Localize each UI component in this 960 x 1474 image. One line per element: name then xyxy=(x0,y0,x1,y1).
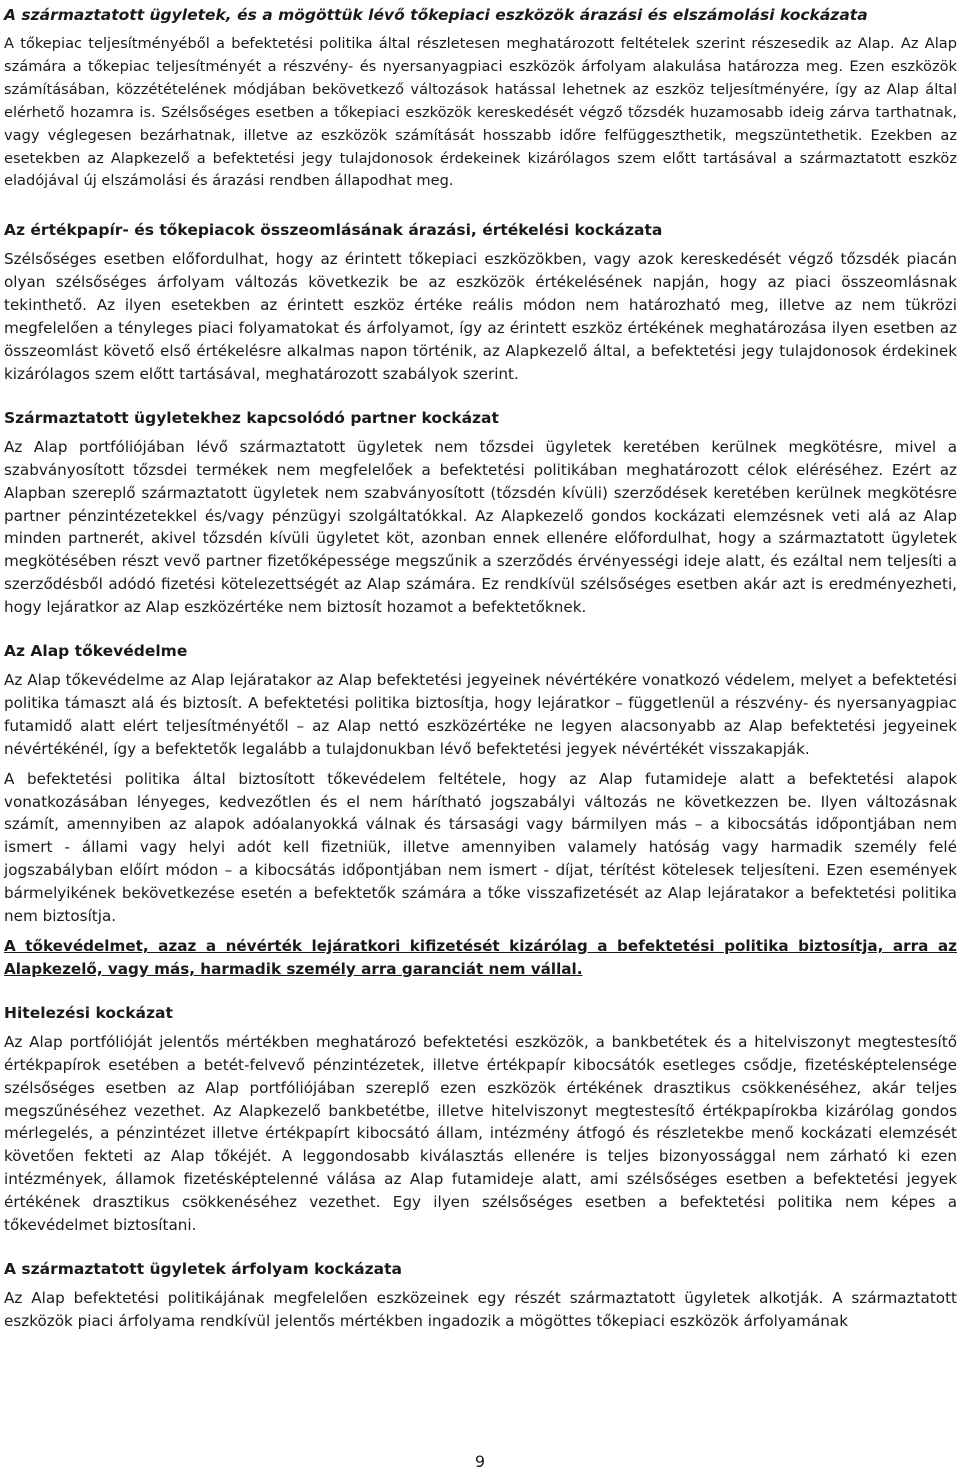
section-heading-capital-protection: Az Alap tőkevédelme xyxy=(4,642,188,661)
section-heading-derivatives-pricing: A származtatott ügyletek, és a mögöttük lévő tőkepiaci eszközök árazási és elszámolási kockázata xyxy=(4,6,868,24)
section-heading-counterparty-risk: Származtatott ügyletekhez kapcsolódó partner kockázat xyxy=(4,408,499,427)
paragraph-derivatives-price-risk: Az Alap befektetési politikájának megfelelően eszközeinek egy részét származtatott ügyletek alkotják. A származtatott eszközök piaci árfolyama rendkívül jelentős mértékben ingadozik a mögöttes tőkepiaci eszközök árfolyamának xyxy=(4,1288,957,1330)
paragraph-counterparty-risk: Az Alap portfóliójában lévő származtatott ügyletek nem tőzsdei ügyletek keretében kerülnek megkötésre, mivel a szabványosított tőzsdei termékek nem megfelelőek a befektetési politikában meghatározott célok eléréséhez. Ezért az Alapban szereplő származtatott ügyletek nem szabványosított (tőzsdén kívüli) szerződések keretében kerülnek megkötésre partner pénzintézetekkel és/vagy pénzügyi szolgáltatókkal. Az Alapkezelő gondos kockázati elemzésnek veti alá az Alap minden partnerét, akivel tőzsdén kívüli ügyletet köt, azonban ennek ellenére előfordulhat, hogy a származtatott ügyletek megkötésében részt vevő partner fizetőképessége megszűnik a szerződés érvényességi ideje alatt, és ezáltal nem teljesíti a szerződésből adódó fizetési kötelezettségét az Alap számára. Ez rendkívül szélsőséges esetben akár azt is eredményezheti, hogy lejáratkor az Alap eszközértéke nem biztosít hozamot a befektetőknek. xyxy=(4,437,957,617)
section-heading-credit-risk: Hitelezési kockázat xyxy=(4,1003,173,1022)
paragraph-market-collapse: Szélsőséges esetben előfordulhat, hogy az érintett tőkepiaci eszközökben, vagy azok kereskedését végző tőzsdék piacán olyan szélsőséges árfolyam változás következik be az eszközök értékelésének napján, hogy az piaci összeomlásnak tekinthető. Az ilyen esetekben az érintett eszköz értéke reális módon nem határozható meg, illetve az nem tükrözi megfelelően a tényleges piaci folyamatokat és árfolyamot, így az érintett eszköz értékének meghatározása ilyen esetben az összeomlást követő első értékelésre alkalmas napon történik, az Alapkezelő által, a befektetési jegy tulajdonosok érdekinek kizárólagos szem előtt tartásával, meghatározott szabályok szerint. xyxy=(4,250,957,383)
paragraph-derivatives-pricing: A tőkepiac teljesítményéből a befektetési politika által részletesen meghatározott feltételek szerint részesedik az Alap. Az Alap számára a tőkepiac teljesítményét a részvény- és nyersanyagpiaci eszközök árfolyam alakulása határozza meg. Ezen eszközök számításában, közzétételének módjában bekövetkező változások hatással lehetnek az eszköz teljesítményére, így az Alap által elérhető hozamra is. Szélsőséges esetben a tőkepiaci eszközök kereskedését végző tőzsdék huzamosabb ideig zárva tarthatnak, vagy véglegesen bezárhatnak, illetve az eszközök számítását hosszabb időre felfüggeszthetik, megszüntethetik. Ezekben az esetekben az Alapkezelő a befektetési jegy tulajdonosok érdekeinek kizárólagos szem előtt tartásával a származtatott eszköz eladójával új elszámolási és árazási rendben állapodhat meg. xyxy=(4,35,957,190)
paragraph-capital-protection-1: Az Alap tőkevédelme az Alap lejáratakor az Alap befektetési jegyeinek névértékére vonatkozó védelem, melyet a befektetési politika támaszt alá és biztosít. A befektetési politika biztosítja, hogy lejáratkor – függetlenül a részvény- és nyersanyagpiac futamidő alatt elért teljesítményétől – az Alap nettó eszközértéke ne legyen alacsonyabb az Alap befektetési jegyeinek névértékénél, így a befektetők legalább a tulajdonukban lévő befektetési jegyek névértékét visszakapják. xyxy=(4,671,957,758)
paragraph-credit-risk: Az Alap portfólióját jelentős mértékben meghatározó befektetési eszközök, a bankbetétek és a hitelviszonyt megtestesítő értékpapírok esetében a betét-felvevő pénzintézetek, illetve értékpapír kibocsátók esetleges csődje, fizetésképtelensége szélsőséges esetben az Alap portfóliójában szereplő ezen eszközök értékének drasztikus csökkenéséhez, akár teljes megszűnéséhez vezethet. Az Alapkezelő bankbetétbe, illetve hitelviszonyt megtestesítő értékpapírokba kizárólag gondos mérlegelés, a pénzintézet illetve értékpapírt kibocsátó állam, intézmény átfogó és részletekbe menő kockázati elemzését követően fekteti az Alap tőkéjét. A leggondosabb kiválasztás ellenére is teljes bizonyossággal nem zárható ki ezen intézmények, államok fizetésképtelenné válása az Alap futamideje alatt, ami szélsőséges esetben a befektetési jegyek értékének drasztikus csökkenéséhez vezethet. Egy ilyen szélsőséges esetben a befektetési politika nem képes a tőkevédelmet biztosítani. xyxy=(4,1032,957,1235)
paragraph-capital-protection-2: A befektetési politika által biztosított tőkevédelem feltétele, hogy az Alap futamideje alatt a befektetési alapok vonatkozásában lényeges, kedvezőtlen és el nem hárítható jogszabályi változás ne következzen be. Ilyen változásnak számít, amennyiben az alapok adóalanyokká válnak és társasági vagy bármilyen más – a kibocsátás időpontjában nem ismert - állami vagy helyi adót kell fizetniük, illetve amennyiben valamely hatóság vagy harmadik személy felé jogszabályban előírt módon – a kibocsátás időpontjában nem ismert - díjat, térítést kötelesek teljesíteni. Ezen események bármelyikének bekövetkezése esetén a befektetők számára a tőke visszafizetését az Alap lejáratakor a befektetési politika nem biztosítja. xyxy=(4,769,957,926)
section-heading-market-collapse: Az értékpapír- és tőkepiacok összeomlásának árazási, értékelési kockázata xyxy=(4,221,663,240)
paragraph-capital-protection-emphasis: A tőkevédelmet, azaz a névérték lejáratkori kifizetését kizárólag a befektetési politika biztosítja, arra az Alapkezelő, vagy más, harmadik személy arra garanciát nem vállal. xyxy=(4,937,957,978)
page-number: 9 xyxy=(474,1452,486,1471)
section-heading-derivatives-price-risk: A származtatott ügyletek árfolyam kockázata xyxy=(4,1259,402,1278)
